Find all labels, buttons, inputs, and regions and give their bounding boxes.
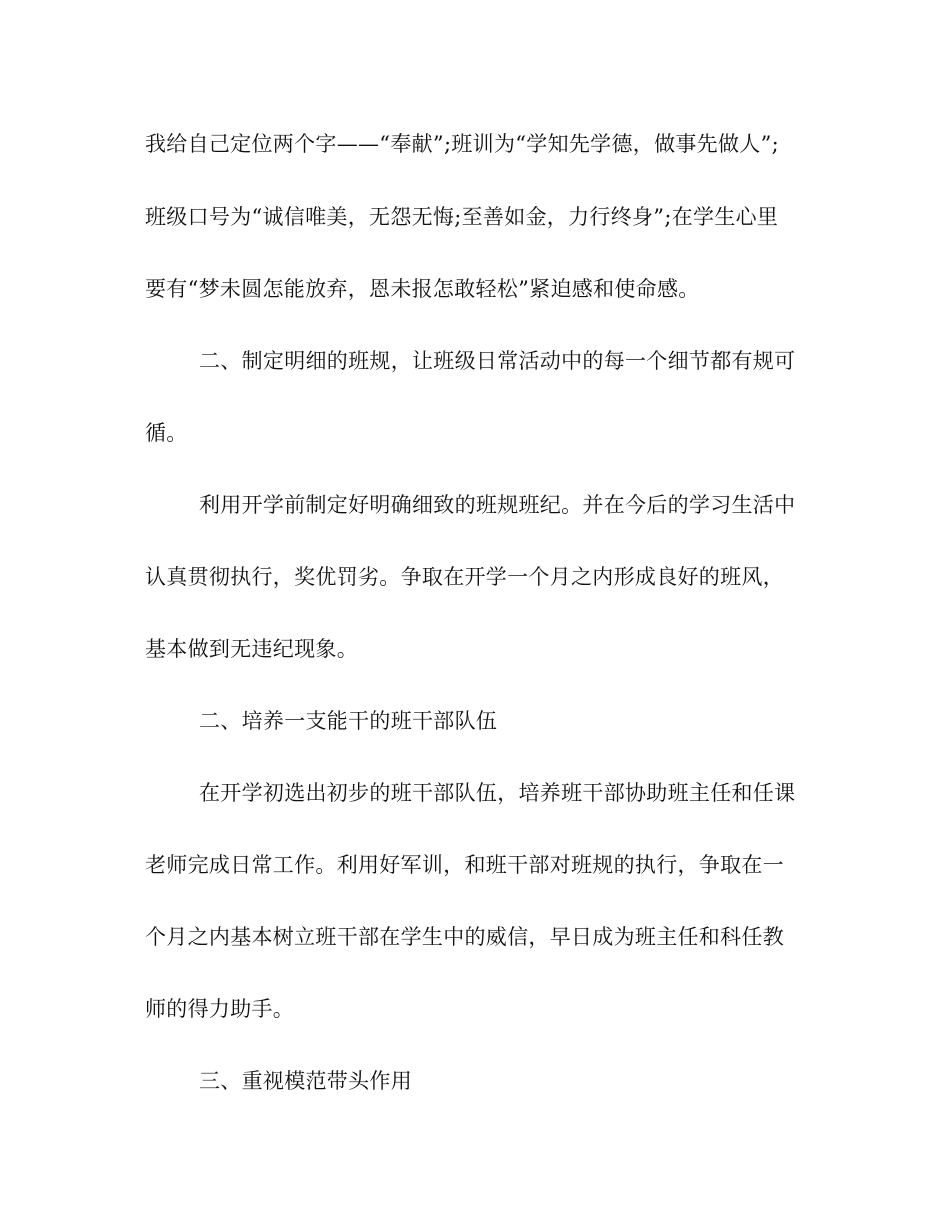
paragraph-line: 个月之内基本树立班干部在学生中的威信，早日成为班主任和科任教 xyxy=(145,925,784,949)
paragraph-line: 循。 xyxy=(145,421,188,445)
paragraph-line: 师的得力助手。 xyxy=(145,997,295,1021)
paragraph-line: 利用开学前制定好明确细致的班规班纪。并在今后的学习生活中 xyxy=(199,493,796,517)
paragraph-line: 老师完成日常工作。利用好军训，和班干部对班规的执行，争取在一 xyxy=(145,853,784,877)
paragraph-line: 在开学初选出初步的班干部队伍，培养班干部协助班主任和任课 xyxy=(199,781,796,805)
section-heading: 二、培养一支能干的班干部队伍 xyxy=(199,709,498,733)
paragraph-line: 要有“梦未圆怎能放弃，恩未报怎敢轻松”紧迫感和使命感。 xyxy=(145,277,700,301)
section-heading: 二、制定明细的班规，让班级日常活动中的每一个细节都有规可 xyxy=(199,349,796,373)
paragraph-line: 认真贯彻执行，奖优罚劣。争取在开学一个月之内形成良好的班风， xyxy=(145,565,784,589)
section-heading: 三、重视模范带头作用 xyxy=(199,1069,412,1093)
paragraph-line: 基本做到无违纪现象。 xyxy=(145,637,358,661)
paragraph-line: 班级口号为“诚信唯美，无怨无悔;至善如金，力行终身”;在学生心里 xyxy=(145,205,779,229)
paragraph-line: 我给自己定位两个字——“奉献”;班训为“学知先学德，做事先做人”; xyxy=(145,132,779,156)
